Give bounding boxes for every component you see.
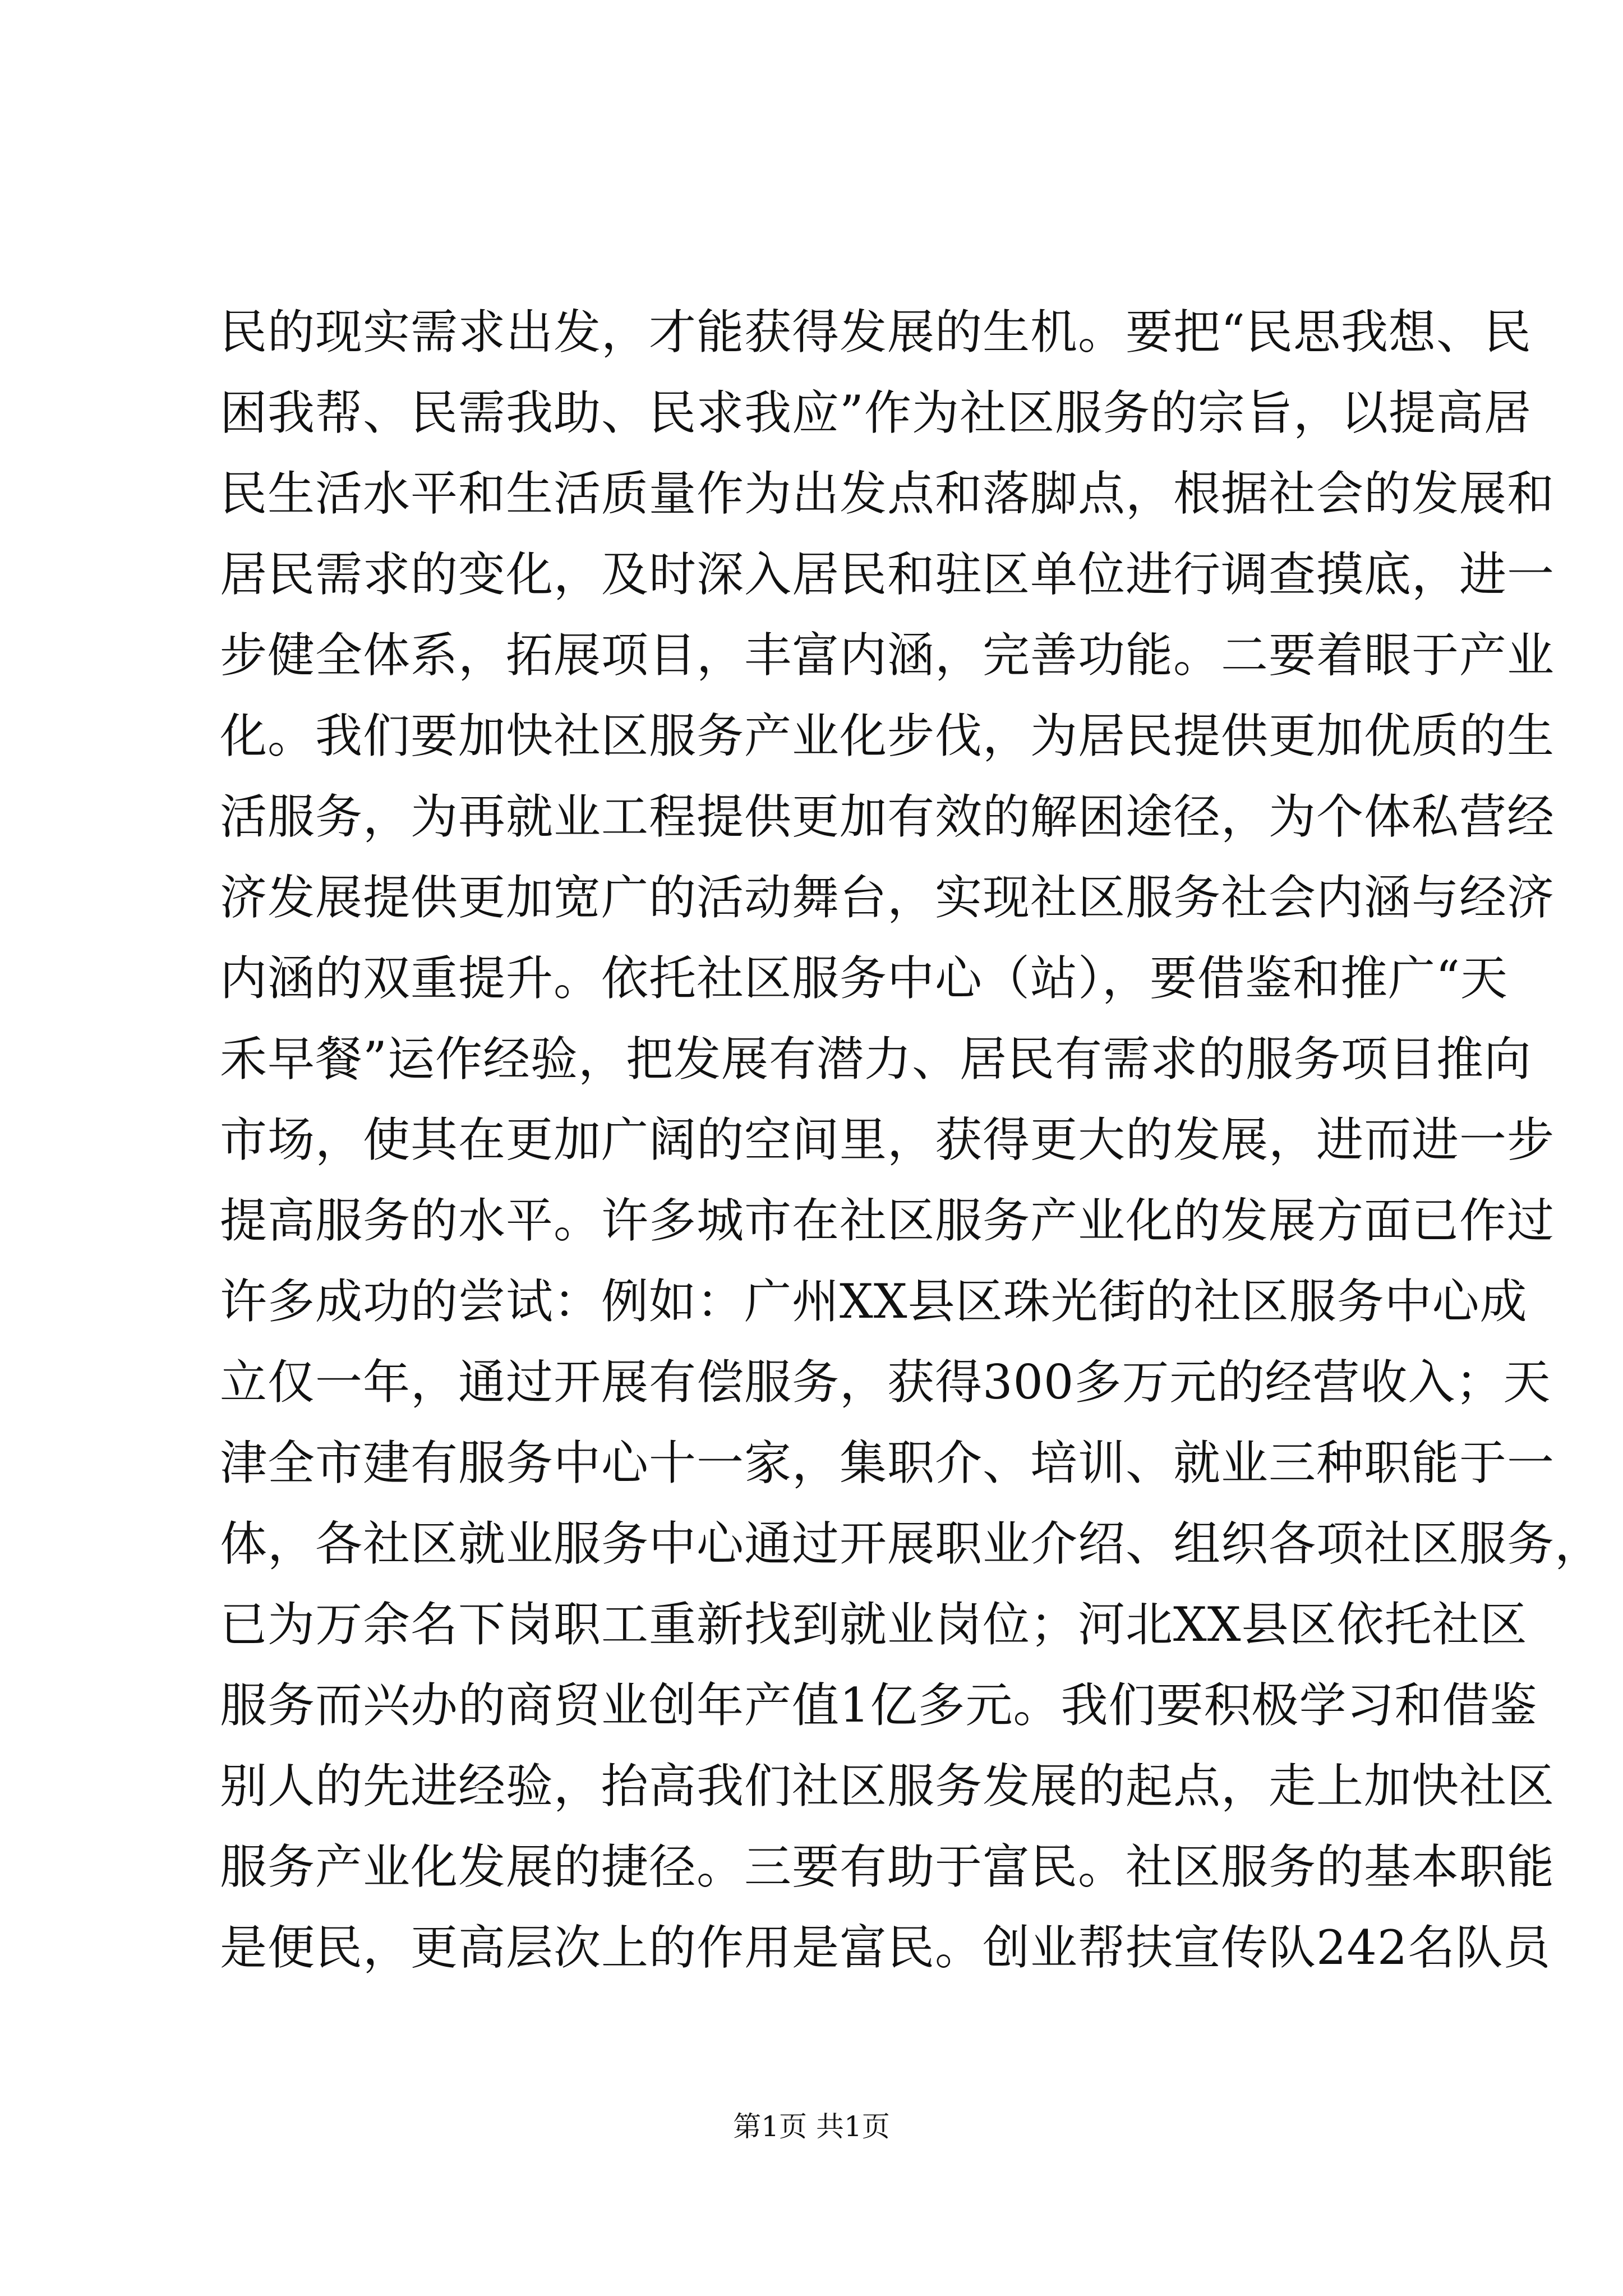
text-line-19: 别人的先进经验，抬高我们社区服务发展的起点，走上加快社区 [220,1759,1555,1814]
text-line-17: 已为万余名下岗职工重新找到就业岗位；河北XX县区依托社区 [220,1597,1528,1652]
text-line-12: 提高服务的水平。许多城市在社区服务产业化的发展方面已作过 [220,1193,1555,1248]
text-line-3: 民生活水平和生活质量作为出发点和落脚点，根据社会的发展和 [220,466,1555,521]
text-line-13: 许多成功的尝试：例如：广州XX县区珠光街的社区服务中心成 [220,1274,1528,1329]
text-line-16: 体，各社区就业服务中心通过开展职业介绍、组织各项社区服务， [220,1516,1603,1571]
text-line-14: 立仅一年，通过开展有偿服务，获得300多万元的经营收入；天 [220,1355,1551,1410]
text-line-9: 内涵的双重提升。依托社区服务中心（站），要借鉴和推广“天 [220,951,1508,1006]
text-line-21: 是便民，更高层次上的作用是富民。创业帮扶宣传队242名队员 [220,1920,1551,1975]
text-line-7: 活服务，为再就业工程提供更加有效的解困途径，为个体私营经 [220,789,1555,844]
text-line-5: 步健全体系，拓展项目，丰富内涵，完善功能。二要着眼于产业 [220,628,1555,683]
text-line-11: 市场，使其在更加广阔的空间里，获得更大的发展，进而进一步 [220,1112,1555,1167]
body-paragraph [220,292,1603,1988]
text-line-1: 民的现实需求出发，才能获得发展的生机。要把“民思我想、民 [220,305,1532,360]
text-line-10: 禾早餐”运作经验，把发展有潜力、居民有需求的服务项目推向 [220,1032,1532,1087]
text-line-18: 服务而兴办的商贸业创年产值1亿多元。我们要积极学习和借鉴 [220,1678,1538,1733]
text-line-4: 居民需求的变化，及时深入居民和驻区单位进行调查摸底，进一 [220,547,1555,602]
text-line-2: 困我帮、民需我助、民求我应”作为社区服务的宗旨，以提高居 [220,385,1532,440]
text-line-8: 济发展提供更加宽广的活动舞台，实现社区服务社会内涵与经济 [220,870,1555,925]
text-line-15: 津全市建有服务中心十一家，集职介、培训、就业三种职能于一 [220,1435,1555,1490]
page-number-footer: 第1页 共1页 [733,2110,890,2143]
text-line-6: 化。我们要加快社区服务产业化步伐，为居民提供更加优质的生 [220,708,1555,763]
text-line-20: 服务产业化发展的捷径。三要有助于富民。社区服务的基本职能 [220,1839,1555,1894]
